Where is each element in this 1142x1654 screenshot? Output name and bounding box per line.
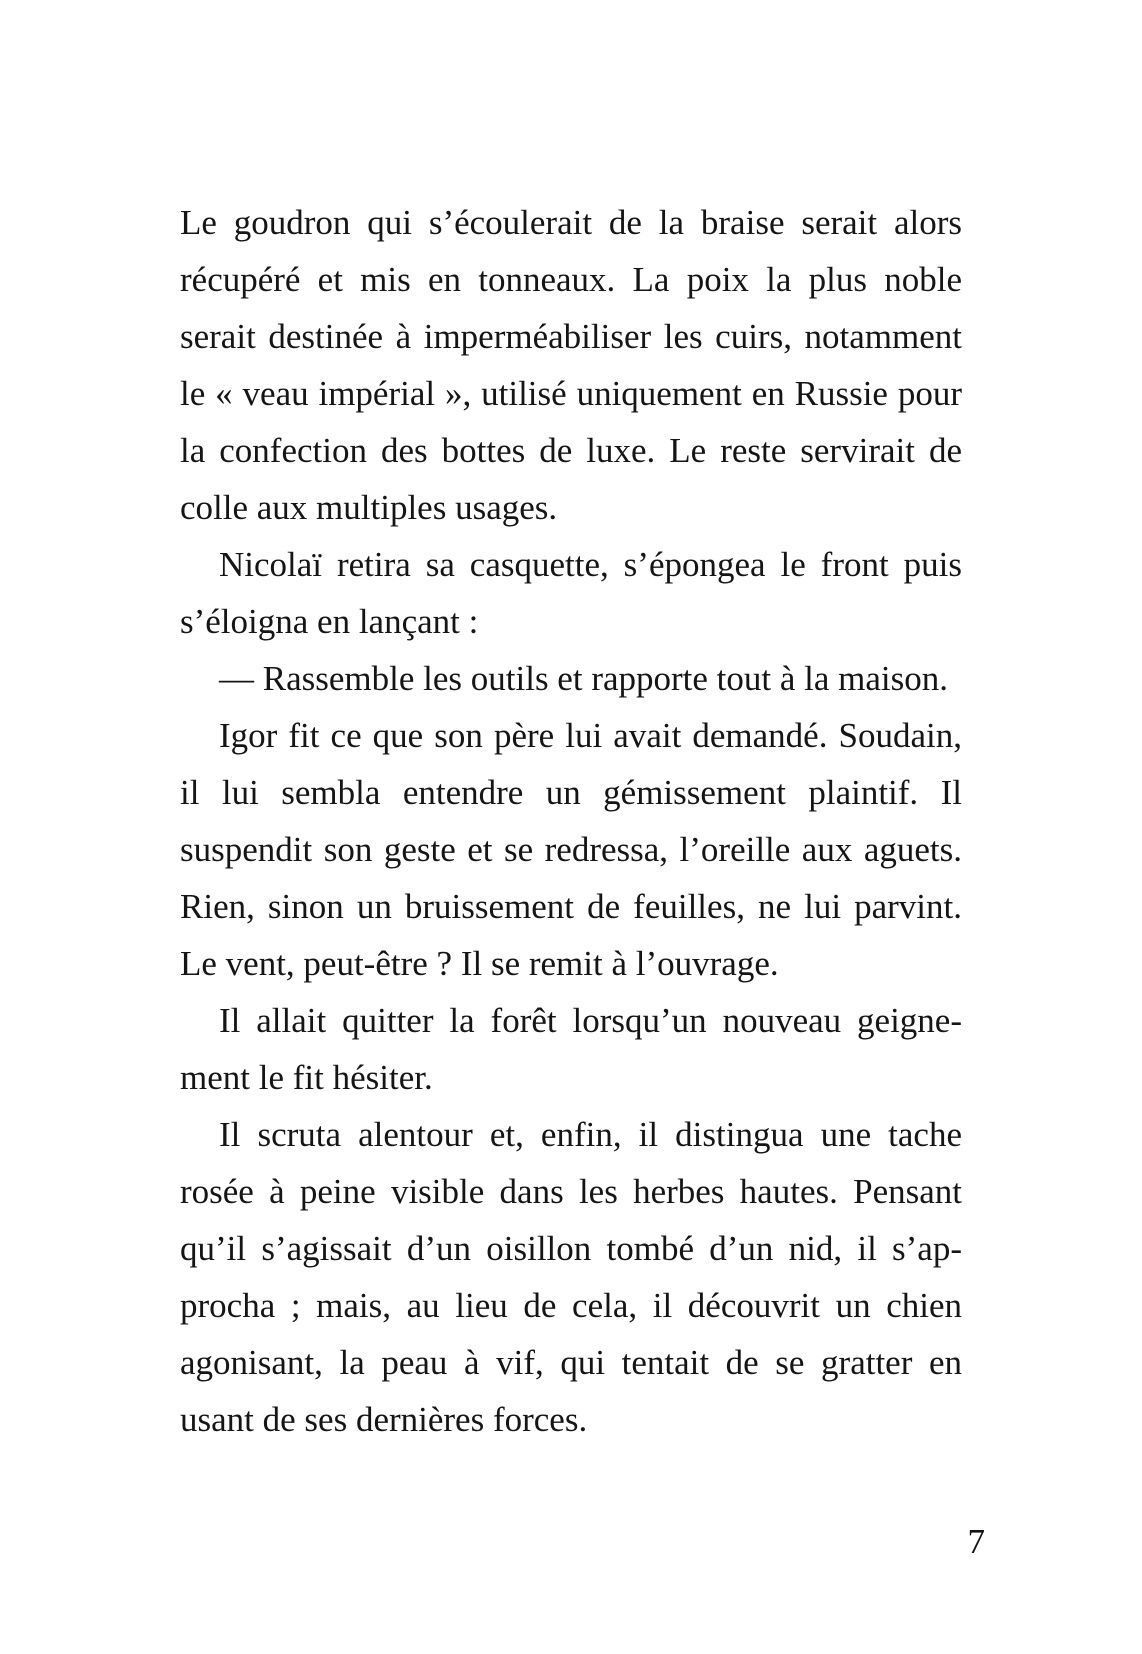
text-line: Igor fit ce que son père lui avait demandé. Soudain, bbox=[219, 716, 962, 755]
text-line: — Rassemble les outils et rapporte tout à la maison. bbox=[219, 659, 949, 698]
text-block bbox=[180, 194, 962, 1448]
page-number: 7 bbox=[967, 1522, 985, 1561]
text-line: Le vent, peut-être ? Il se remit à l’ouvrage. bbox=[180, 944, 779, 983]
paragraph bbox=[180, 650, 962, 707]
text-line: Il allait quitter la forêt lorsqu’un nouveau geigne- bbox=[219, 1001, 962, 1040]
paragraph bbox=[180, 194, 962, 536]
text-line: Rien, sinon un bruissement de feuilles, ne lui parvint. bbox=[180, 887, 962, 926]
text-line: usant de ses dernières forces. bbox=[180, 1400, 588, 1439]
text-line: colle aux multiples usages. bbox=[180, 488, 558, 527]
text-line: Nicolaï retira sa casquette, s’épongea le front puis bbox=[219, 545, 962, 584]
text-line: qu’il s’agissait d’un oisillon tombé d’un nid, il s’ap- bbox=[180, 1229, 962, 1268]
text-line: la confection des bottes de luxe. Le reste servirait de bbox=[180, 431, 962, 470]
paragraph bbox=[180, 992, 962, 1106]
paragraph bbox=[180, 707, 962, 992]
text-line: Il scruta alentour et, enfin, il distingua une tache bbox=[219, 1115, 962, 1154]
paragraph bbox=[180, 536, 962, 650]
text-line: il lui sembla entendre un gémissement plaintif. Il bbox=[180, 773, 962, 812]
text-line: ment le fit hésiter. bbox=[180, 1058, 433, 1097]
text-line: serait destinée à imperméabiliser les cuirs, notamment bbox=[180, 317, 962, 356]
text-line: Le goudron qui s’écoulerait de la braise serait alors bbox=[180, 203, 962, 242]
text-line: récupéré et mis en tonneaux. La poix la plus noble bbox=[180, 260, 962, 299]
text-line: s’éloigna en lançant : bbox=[180, 602, 479, 641]
text-line: procha ; mais, au lieu de cela, il découvrit un chien bbox=[180, 1286, 962, 1325]
text-line: rosée à peine visible dans les herbes hautes. Pensant bbox=[180, 1172, 962, 1211]
text-line: suspendit son geste et se redressa, l’oreille aux aguets. bbox=[180, 830, 962, 869]
paragraph bbox=[180, 1106, 962, 1448]
text-line: agonisant, la peau à vif, qui tentait de se gratter en bbox=[180, 1343, 962, 1382]
text-line: le « veau impérial », utilisé uniquement en Russie pour bbox=[180, 374, 962, 413]
